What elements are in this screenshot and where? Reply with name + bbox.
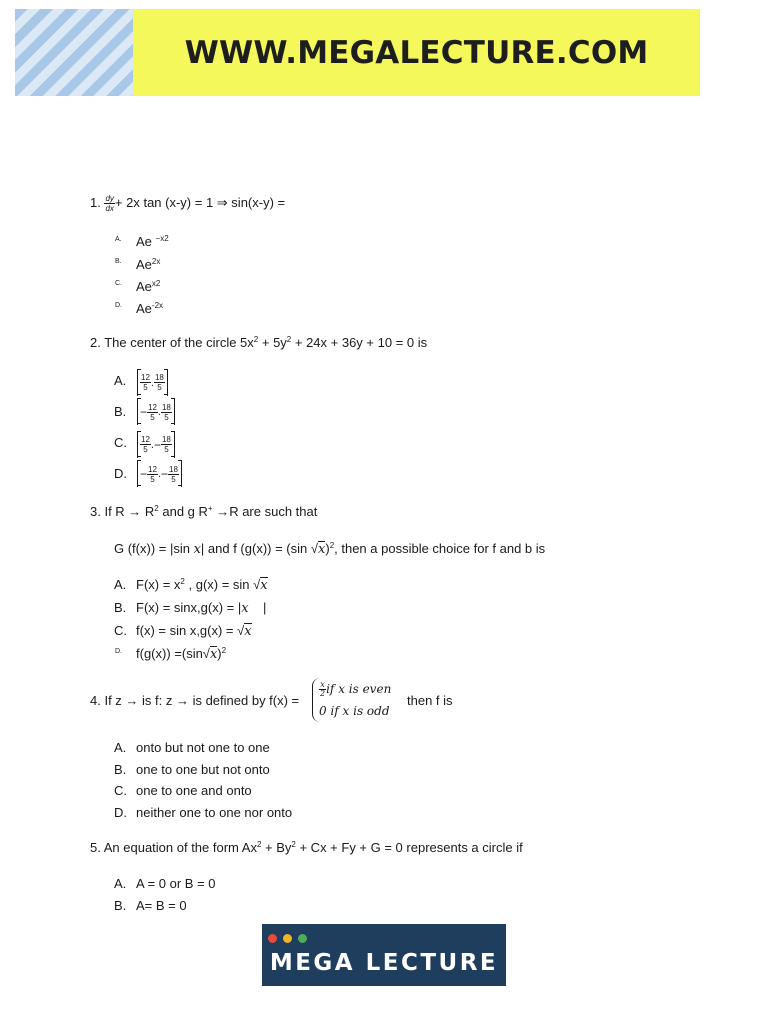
minus-sign: − [140, 467, 148, 481]
option-text: A = 0 or B = 0 [136, 876, 216, 891]
fraction [140, 373, 151, 392]
exponent: 2 [286, 335, 292, 344]
denominator: 2 [320, 689, 326, 698]
question-text: 5. An equation of the form Ax [90, 840, 257, 855]
denominator: 5 [171, 474, 176, 484]
separator: . [150, 438, 154, 451]
question-text: + Cx + Fy + G = 0 represents a circle if [295, 840, 523, 855]
fraction [161, 403, 172, 422]
exponent: 2 [221, 646, 227, 655]
option-text: A= B = 0 [136, 898, 187, 913]
math-variable: x [318, 542, 326, 557]
fraction [147, 403, 158, 422]
option-text: neither one to one nor onto [136, 805, 293, 820]
option-text-part: f(x) = sin x,g(x) = √ [136, 623, 245, 638]
matrix-bracket [137, 370, 168, 396]
numerator: 12 [141, 373, 150, 382]
coordinate-pair [137, 399, 175, 425]
header-banner [15, 9, 700, 96]
option-text-part: ) [217, 646, 222, 661]
option-base: Ae [136, 257, 152, 272]
piecewise-definition [312, 678, 391, 722]
option-letter: C. [114, 623, 127, 638]
option-exponent: 2x [151, 257, 161, 266]
math-variable: x [193, 542, 201, 557]
option-letter: C. [114, 783, 127, 798]
matrix-bracket [137, 461, 182, 487]
option-letter: C. [114, 435, 127, 450]
exponent: 2 [329, 541, 335, 550]
option-letter: A. [114, 373, 127, 388]
question-2 [90, 335, 427, 351]
coordinate-pair [137, 368, 168, 396]
denominator: 5 [157, 383, 162, 392]
option-text-part: | [248, 600, 267, 615]
option-text-part: F(x) = sinx,g(x) = | [136, 600, 242, 615]
math-variable: x [241, 601, 249, 616]
logo-dot-yellow [283, 934, 292, 943]
minus-sign: − [140, 405, 148, 419]
option-text [136, 257, 160, 272]
case-odd: 0 if x is odd [319, 704, 390, 718]
option-text [136, 646, 226, 662]
question-text: + 2x tan (x-y) = 1 ⇒ sin(x-y) = [114, 194, 286, 210]
fraction [168, 465, 179, 484]
numerator: x [320, 680, 325, 689]
separator: . [157, 406, 161, 418]
option-letter: B. [114, 404, 127, 419]
exponent: + [207, 504, 213, 513]
fraction [154, 373, 165, 392]
logo-dot-green [298, 934, 307, 943]
question-text: + By [261, 840, 292, 855]
math-variable: x [244, 624, 252, 639]
case-text: if x is even [326, 682, 392, 696]
option-text [136, 623, 252, 639]
question-4: 4. If z → is f: z → is defined by f(x) = [90, 693, 300, 708]
option-exponent: -2x [151, 301, 164, 310]
site-url-title: WWW.MEGALECTURE.COM [184, 34, 649, 71]
option-letter: A. [115, 236, 122, 243]
option-exponent: −x2 [155, 234, 169, 243]
coordinate-pair [137, 430, 175, 458]
case-even [319, 678, 391, 700]
question-text: | and f (g(x)) = (sin √ [200, 541, 318, 556]
option-text [136, 577, 268, 593]
separator: . [157, 468, 161, 480]
question-3-condition [114, 541, 545, 558]
derivative-fraction [104, 194, 114, 213]
fraction-denominator: dx [105, 204, 114, 213]
denominator: 5 [164, 445, 169, 454]
numerator: 12 [148, 402, 157, 412]
fraction [140, 435, 151, 454]
question-text: →R are such that [212, 504, 318, 519]
minus-sign: − [153, 437, 161, 452]
option-text-part: F(x) = x [136, 577, 181, 592]
option-text-part: , g(x) = sin √ [184, 577, 261, 592]
numerator: 18 [161, 435, 171, 444]
question-5 [90, 840, 523, 856]
option-letter: C. [115, 280, 122, 287]
denominator: 5 [164, 412, 169, 422]
numerator: 12 [141, 435, 150, 444]
option-text: onto but not one to one [136, 740, 270, 755]
question-text: + 5y [258, 335, 287, 350]
question-4-suffix: then f is [407, 693, 453, 708]
question-text: 3. If R → R [90, 504, 155, 519]
exponent: 2 [256, 840, 262, 849]
matrix-bracket [137, 432, 175, 458]
numerator: 12 [148, 464, 157, 474]
exponent: 2 [253, 335, 259, 344]
denominator: 5 [143, 445, 148, 454]
mega-lecture-logo [262, 924, 506, 986]
separator: . [150, 376, 154, 389]
question-number: 1. [90, 194, 101, 210]
option-exponent: x2 [151, 279, 161, 288]
option-letter: D. [114, 805, 127, 820]
option-base: Ae [136, 301, 152, 316]
option-letter: D. [114, 466, 127, 481]
question-text: 2. The center of the circle 5x [90, 335, 254, 350]
option-text: one to one but not onto [136, 762, 270, 777]
numerator: 18 [154, 373, 164, 382]
coordinate-pair [137, 461, 182, 487]
option-letter: D. [115, 302, 122, 309]
question-text: + 24x + 36y + 10 = 0 is [291, 335, 428, 350]
question-1 [90, 194, 285, 213]
numerator: 18 [161, 402, 171, 412]
option-text-part: f(g(x)) =(sin√ [136, 646, 210, 661]
option-base: Ae [136, 234, 156, 249]
option-text [136, 279, 160, 294]
option-text [136, 301, 163, 316]
option-letter: D. [115, 648, 122, 655]
numerator: 18 [169, 464, 178, 474]
logo-dot-red [268, 934, 277, 943]
math-variable: x [260, 578, 268, 593]
denominator: 5 [143, 383, 148, 392]
option-letter: B. [115, 258, 122, 265]
denominator: 5 [150, 412, 155, 422]
option-base: Ae [136, 279, 152, 294]
exponent: 2 [291, 840, 296, 849]
option-text [136, 234, 169, 249]
piecewise-cases [312, 678, 391, 722]
option-letter: B. [114, 898, 127, 913]
denominator: 5 [150, 474, 155, 484]
question-text: , then a possible choice for f and b is [334, 541, 546, 556]
fraction [161, 435, 172, 454]
exponent: 2 [180, 577, 185, 586]
option-letter: A. [114, 876, 127, 891]
minus-sign: − [160, 467, 168, 481]
question-text: ) [325, 541, 330, 556]
option-letter: A. [114, 740, 127, 755]
option-text [136, 600, 266, 616]
option-letter: A. [114, 577, 127, 592]
fraction [147, 465, 158, 484]
matrix-bracket [137, 399, 175, 425]
option-text: one to one and onto [136, 783, 252, 798]
logo-text: MEGA LECTURE [269, 950, 499, 976]
banner-stripe-pattern [15, 9, 133, 96]
exponent: 2 [154, 504, 159, 513]
fraction-numerator: dy [105, 194, 114, 203]
question-3 [90, 504, 317, 520]
option-letter: B. [114, 762, 127, 777]
math-variable: x [209, 647, 218, 662]
question-text: G (f(x)) = |sin [114, 541, 194, 556]
option-letter: B. [114, 600, 127, 615]
question-text: and g R [158, 504, 208, 519]
